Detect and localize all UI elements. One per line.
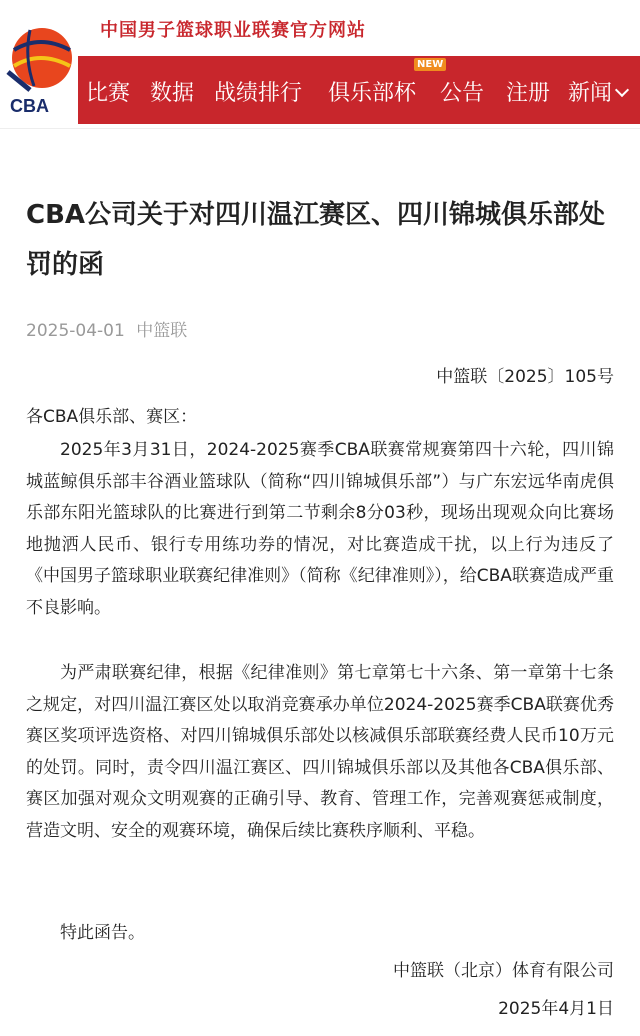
site-header: [0, 0, 640, 128]
nav-item-news[interactable]: [568, 76, 627, 107]
article-date: 2025-04-01: [26, 321, 125, 341]
article-source: 中篮联: [136, 321, 188, 341]
paragraph: 为严肃联赛纪律，根据《纪律准则》第七章第七十六条、第一章第十七条之规定，对四川温江赛区处以取消竞赛承办单位2024-2025赛季CBA联赛优秀赛区奖项评选资格、对四川锦城俱乐部处以核减俱乐部联赛经费人民币10万元的处罚。同时，责令四川温江赛区、四川锦城俱乐部以及其他各CBA俱乐部、赛区加强对观众文明观赛的正确引导、教育、管理工作，完善观赛惩戒制度，营造文明、安全的观赛环境，确保后续比赛秩序顺利、平稳。: [26, 663, 614, 841]
nav-item-data[interactable]: 数据: [150, 81, 195, 106]
article-title: CBA公司关于对四川温江赛区、四川锦城俱乐部处罚的函: [26, 200, 606, 280]
document-number: 中篮联〔2025〕105号: [436, 367, 614, 387]
header-divider: [0, 128, 640, 129]
nav-item-standings[interactable]: 战绩排行: [214, 81, 303, 106]
cba-logo[interactable]: [0, 20, 76, 120]
nav-news-label: 新闻: [568, 81, 613, 106]
chevron-down-icon: [615, 83, 629, 97]
nav-item-games[interactable]: 比赛: [86, 81, 131, 106]
paragraph: 特此函告。: [60, 923, 145, 943]
new-badge: NEW: [414, 58, 446, 71]
signature-org: 中篮联（北京）体育有限公司: [393, 961, 614, 981]
signature-date: 2025年4月1日: [498, 999, 614, 1019]
paragraph: 2025年3月31日，2024-2025赛季CBA联赛常规赛第四十六轮，四川锦城蓝鲸俱乐部丰谷酒业篮球队（简称“四川锦城俱乐部”）与广东宏远华南虎俱乐部东阳光篮球队的比赛进行到第二节剩余8分03秒，现场出现观众向比赛场地抛洒人民币、银行专用练功券的情况，对比赛造成干扰，以上行为违反了《中国男子篮球职业联赛纪律准则》（简称《纪律准则》），给CBA联赛造成严重不良影响。: [26, 440, 614, 618]
nav-item-announcements[interactable]: 公告: [440, 81, 485, 106]
nav-item-club-cup[interactable]: 俱乐部杯: [328, 81, 417, 106]
site-title: 中国男子篮球职业联赛官方网站: [100, 20, 366, 41]
nav-item-register[interactable]: 注册: [506, 81, 551, 106]
article-meta: [26, 316, 187, 341]
salutation: 各CBA俱乐部、赛区：: [26, 407, 198, 427]
logo-text: CBA: [10, 96, 49, 116]
main-nav: [78, 56, 640, 124]
